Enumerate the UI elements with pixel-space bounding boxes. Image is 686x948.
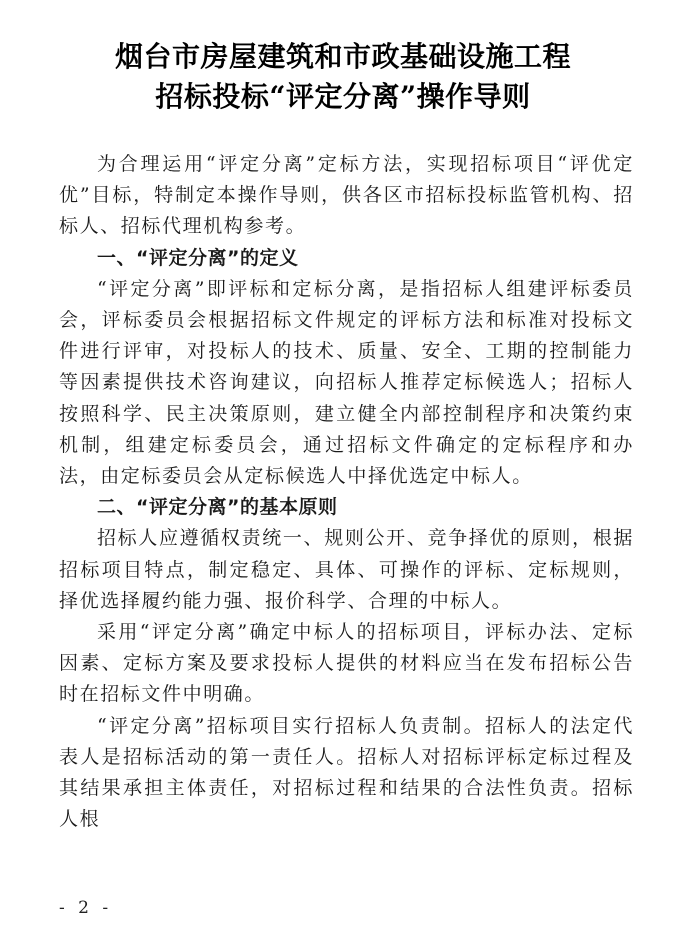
intro-paragraph: 为合理运用“评定分离”定标方法，实现招标项目“评优定优”目标，特制定本操作导则，供各区市招标投标监管机构、招标人、招标代理机构参考。 [59,153,634,238]
section-2-paragraph-3: “评定分离”招标项目实行招标人负责制。招标人的法定代表人是招标活动的第一责任人。招标人对招标评标定标过程及其结果承担主体责任，对招标过程和结果的合法性负责。招标人根 [59,714,634,831]
section-2-heading: 二、“评定分离”的基本原则 [97,496,338,519]
section-2-paragraph-1: 招标人应遵循权责统一、规则公开、竞争择优的原则，根据招标项目特点，制定稳定、具体、可操作的评标、定标规则，择优选择履约能力强、报价科学、合理的中标人。 [59,527,634,612]
document-title-line-2: 招标投标“评定分离”操作导则 [155,80,531,113]
page-number: - 2 - [59,898,113,918]
section-2-paragraph-2: 采用“评定分离”确定中标人的招标项目，评标办法、定标因素、定标方案及要求投标人提供的材料应当在发布招标公告时在招标文件中明确。 [59,621,634,706]
section-1-heading: 一、“评定分离”的定义 [97,246,299,269]
document-body [59,149,634,835]
document-title-line-1: 烟台市房屋建筑和市政基础设施工程 [114,40,571,73]
section-1-paragraph: “评定分离”即评标和定标分离，是指招标人组建评标委员会，评标委员会根据招标文件规定的评标方法和标准对投标文件进行评审，对投标人的技术、质量、安全、工期的控制能力等因素提供技术咨询建议，向招标人推荐定标候选人；招标人按照科学、民主决策原则，建立健全内部控制程序和决策约束机制，组建定标委员会，通过招标文件确定的定标程序和办法，由定标委员会从定标候选人中择优选定中标人。 [59,277,634,488]
